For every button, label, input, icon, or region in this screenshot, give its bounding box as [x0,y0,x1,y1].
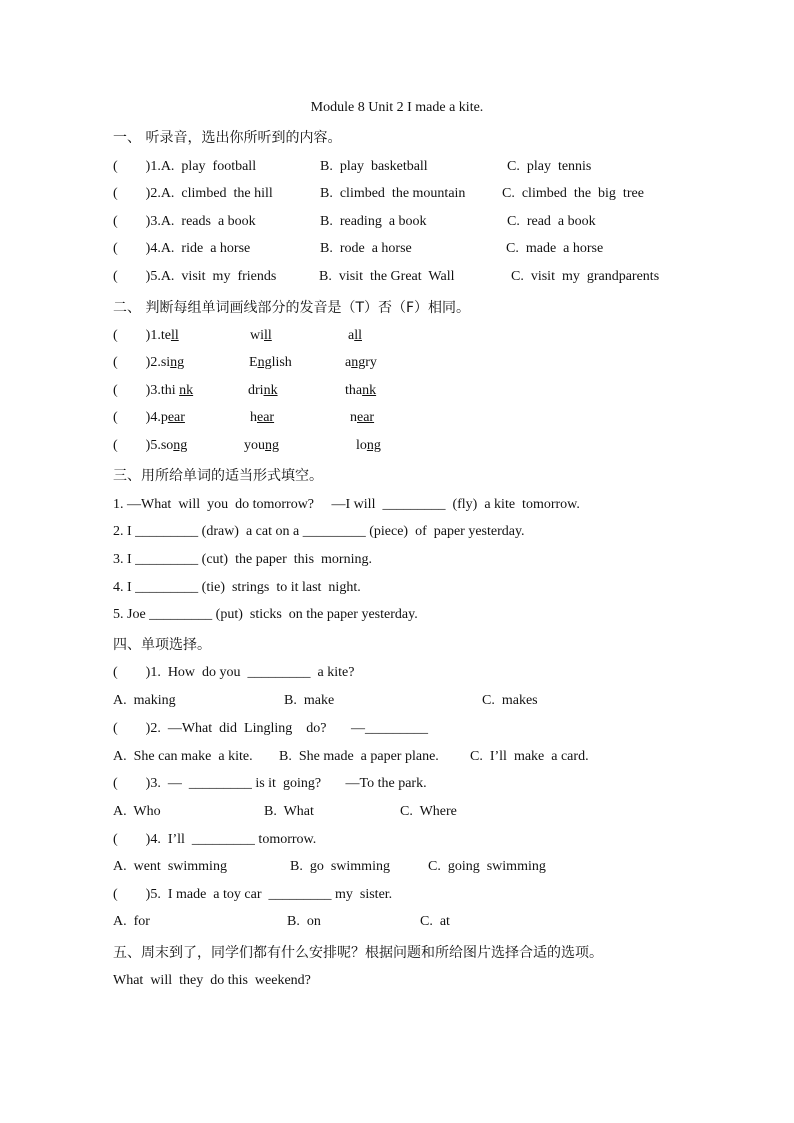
phonics-word-2: young [244,438,279,453]
phonics-item-4: ( )4.pear [113,410,185,425]
choice-question-2: ( )2. —What did Lingling do? —_________ [113,721,428,736]
phonics-word-3: near [350,410,375,425]
section-4-heading: 四、单项选择。 [113,637,211,653]
choice-option-c: C. makes [482,693,538,708]
fill-blank-item: 4. I _________ (tie) strings to it last night. [113,580,361,595]
choice-option-a: A. making [113,693,176,708]
choice-option-a: A. went swimming [113,859,227,874]
listening-option-b: B. climbed the mountain [320,186,466,201]
phonics-item-2: ( )2.sing [113,355,185,370]
choice-question-4: ( )4. I’ll _________ tomorrow. [113,832,317,847]
phonics-word-3: all [348,328,362,343]
choice-option-c: C. I’ll make a card. [470,749,589,764]
listening-option-b: B. play basketball [320,159,428,174]
choice-question-3: ( )3. — _________ is it going? —To the park. [113,776,427,791]
listening-item-2: ( )2.A. climbed the hill [113,186,273,201]
listening-option-c: C. made a horse [506,241,604,256]
choice-option-a: A. Who [113,804,161,819]
section-5-question: What will they do this weekend? [113,973,311,988]
phonics-word-3: long [356,438,381,453]
section-1-heading: 一、 听录音，选出你所听到的内容。 [113,130,342,146]
listening-item-5: ( )5.A. visit my friends [113,269,277,284]
choice-option-b: B. What [264,804,314,819]
fill-blank-item: 5. Joe _________ (put) sticks on the paper yesterday. [113,607,418,622]
section-3-heading: 三、用所给单词的适当形式填空。 [113,468,323,484]
listening-option-c: C. read a book [507,214,596,229]
section-2-heading: 二、 判断每组单词画线部分的发音是（T）否（F）相同。 [113,300,471,316]
listening-item-4: ( )4.A. ride a horse [113,241,251,256]
section-5-heading: 五、周末到了，同学们都有什么安排呢？根据问题和所给图片选择合适的选项。 [113,945,603,961]
listening-option-c: C. play tennis [507,159,592,174]
choice-option-a: A. for [113,914,150,929]
fill-blank-item: 2. I _________ (draw) a cat on a _________ (piece) of paper yesterday. [113,524,525,539]
phonics-word-3: thank [345,383,377,398]
phonics-item-1: ( )1.tell [113,328,179,343]
choice-question-5: ( )5. I made a toy car _________ my sister. [113,887,393,902]
phonics-item-3: ( )3.thi nk [113,383,194,398]
phonics-word-2: hear [250,410,275,425]
phonics-word-3: angry [345,355,377,370]
choice-option-c: C. going swimming [428,859,546,874]
phonics-item-5: ( )5.song [113,438,188,453]
listening-item-3: ( )3.A. reads a book [113,214,256,229]
fill-blank-item: 3. I _________ (cut) the paper this morning. [113,552,372,567]
choice-question-1: ( )1. How do you _________ a kite? [113,665,355,680]
listening-option-b: B. rode a horse [320,241,412,256]
choice-option-b: B. on [287,914,321,929]
listening-option-c: C. visit my grandparents [511,269,660,284]
choice-option-c: C. Where [400,804,457,819]
listening-item-1: ( )1.A. play football [113,159,257,174]
phonics-word-2: will [250,328,272,343]
phonics-word-2: drink [248,383,278,398]
phonics-word-2: English [249,355,292,370]
choice-option-b: B. She made a paper plane. [279,749,439,764]
choice-option-c: C. at [420,914,450,929]
page-title: Module 8 Unit 2 I made a kite. [310,100,484,115]
choice-option-b: B. go swimming [290,859,390,874]
choice-option-a: A. She can make a kite. [113,749,253,764]
listening-option-b: B. reading a book [320,214,427,229]
listening-option-b: B. visit the Great Wall [319,269,455,284]
listening-option-c: C. climbed the big tree [502,186,644,201]
fill-blank-item: 1. —What will you do tomorrow? —I will _________ (fly) a kite tomorrow. [113,497,580,512]
choice-option-b: B. make [284,693,335,708]
